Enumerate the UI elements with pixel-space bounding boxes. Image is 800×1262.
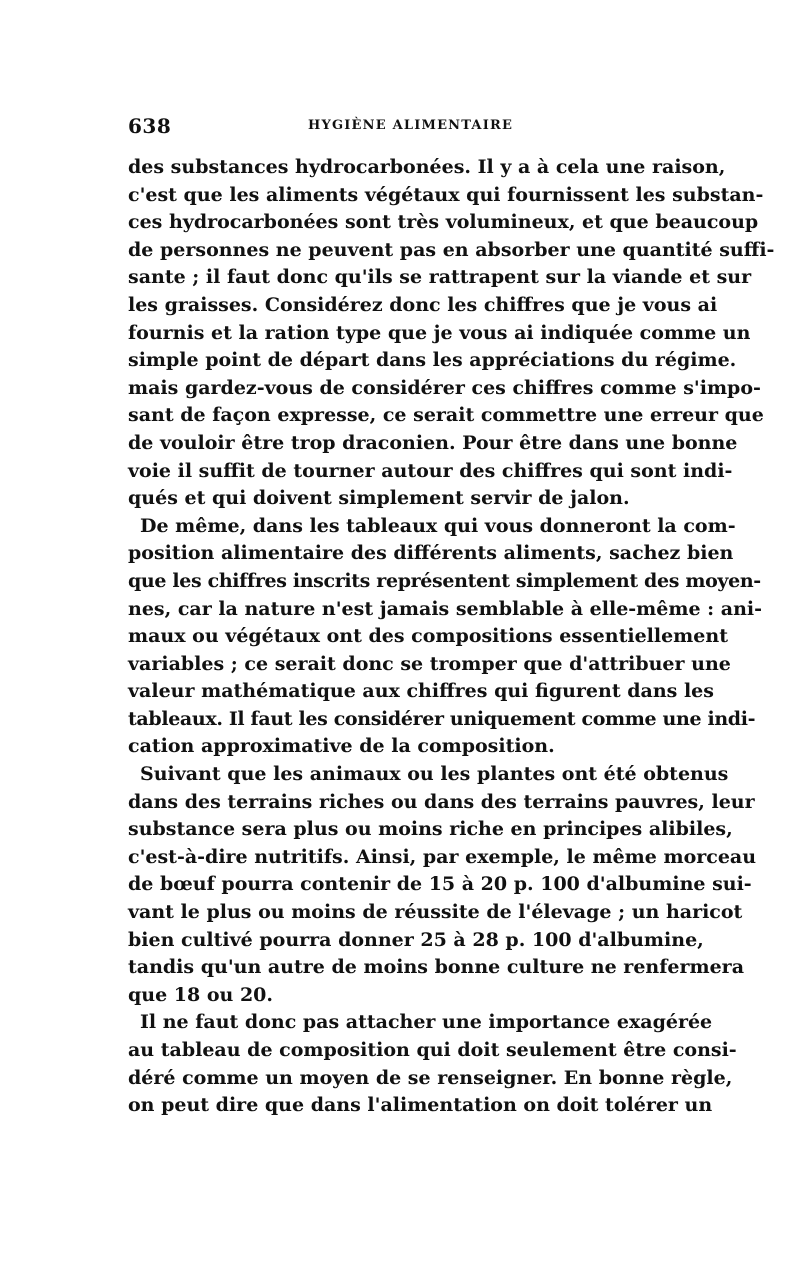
text-line: que 18 ou 20. [128,983,274,1006]
text-line: qués et qui doivent simplement servir de jalon. [128,487,630,510]
text-line: de bœuf pourra contenir de 15 à 20 p. 100 d'albumine sui- [128,873,752,896]
text-line: sant de façon expresse, ce serait commettre une erreur que [128,404,764,427]
running-title: HYGIÈNE ALIMENTAIRE [308,118,514,133]
text-line: de personnes ne peuvent pas en absorber une quantité suffi- [128,238,775,261]
text-line: simple point de départ dans les appréciations du régime. [128,349,737,372]
text-line: substance sera plus ou moins riche en principes alibiles, [128,818,733,841]
text-line: de vouloir être trop draconien. Pour être dans une bonne [128,431,738,454]
text-line: déré comme un moyen de se renseigner. En bonne règle, [128,1066,733,1089]
text-line: les graisses. Considérez donc les chiffres que je vous ai [128,293,718,316]
text-line: Il ne faut donc pas attacher une importance exagérée [140,1011,713,1034]
text-line: sante ; il faut donc qu'ils se rattrapent sur la viande et sur [128,266,752,289]
body-text [128,154,775,1120]
text-line: que les chiffres inscrits représentent simplement des moyen- [128,569,761,592]
text-line: cation approximative de la composition. [128,735,555,758]
text-line: ces hydrocarbonées sont très volumineux, et que beaucoup [128,211,759,234]
text-line: c'est que les aliments végétaux qui fournissent les substan- [128,183,764,206]
text-line: maux ou végétaux ont des compositions essentiellement [128,625,728,648]
paragraph-3 [128,761,757,1009]
text-line: valeur mathématique aux chiffres qui figurent dans les [128,680,714,703]
text-line: nes, car la nature n'est jamais semblable à elle-même : ani- [128,597,763,620]
running-head [128,114,676,144]
text-line: tableaux. Il faut les considérer uniquement comme une indi- [128,707,756,730]
text-line: De même, dans les tableaux qui vous donneront la com- [140,514,736,537]
text-line: variables ; ce serait donc se tromper que d'attribuer une [128,652,731,675]
page-number: 638 [128,114,172,138]
text-line: bien cultivé pourra donner 25 à 28 p. 100 d'albumine, [128,928,704,951]
text-line: au tableau de composition qui doit seulement être consi- [128,1039,737,1061]
text-line: Suivant que les animaux ou les plantes ont été obtenus [140,763,729,786]
text-line: des substances hydrocarbonées. Il y a à cela une raison, [128,156,726,178]
text-line: c'est-à-dire nutritifs. Ainsi, par exemple, le même morceau [128,845,757,868]
text-line: voie il suffit de tourner autour des chiffres qui sont indi- [128,459,733,482]
paragraph-1 [128,154,775,513]
text-line: fournis et la ration type que je vous ai indiquée comme un [128,321,751,344]
text-line: dans des terrains riches ou dans des terrains pauvres, leur [128,790,755,813]
text-line: mais gardez-vous de considérer ces chiffres comme s'impo- [128,376,761,399]
text-line: tandis qu'un autre de moins bonne culture ne renfermera [128,956,745,979]
text-line: position alimentaire des différents aliments, sachez bien [128,542,734,565]
text-line: vant le plus ou moins de réussite de l'élevage ; un haricot [128,901,743,924]
paragraph-4 [128,1009,737,1119]
paragraph-2 [128,513,763,761]
text-line: on peut dire que dans l'alimentation on doit tolérer un [128,1094,713,1117]
